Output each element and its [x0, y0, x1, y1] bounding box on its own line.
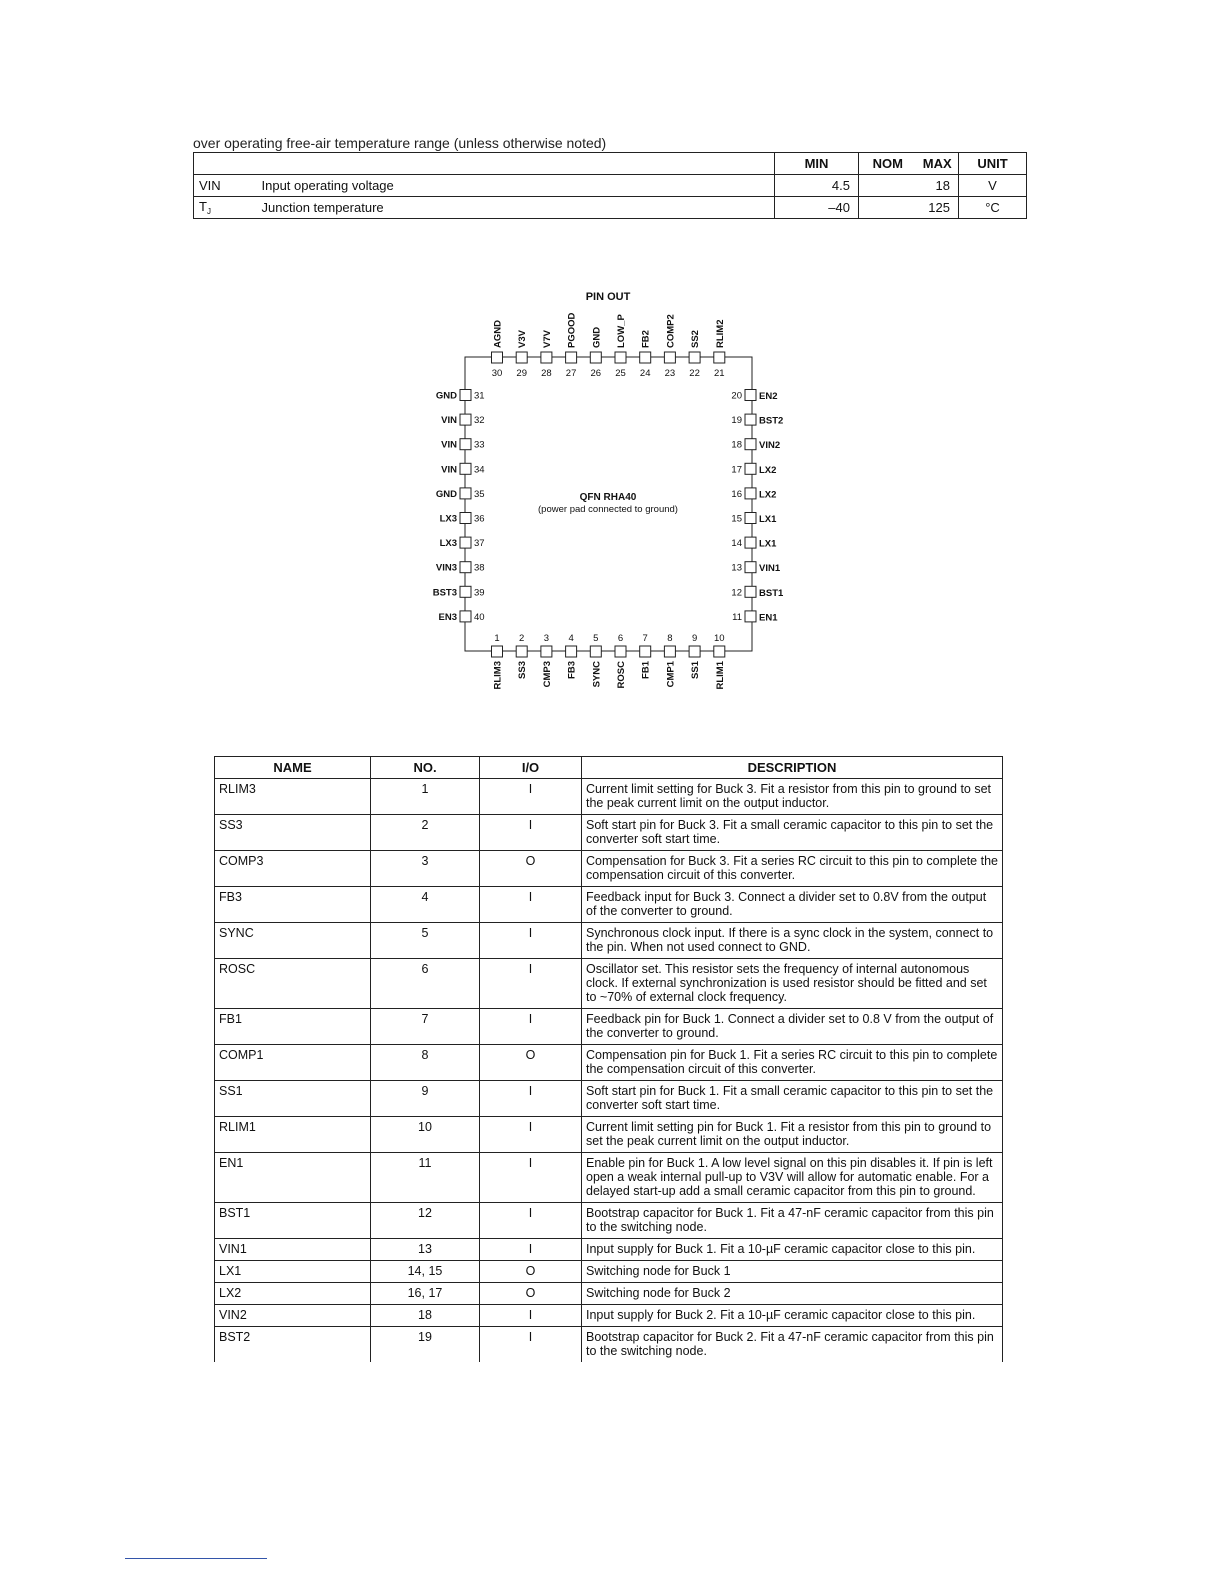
top-pin-group [492, 312, 726, 379]
pin-name-cell: LX2 [215, 1283, 371, 1305]
pin-description-cell: Soft start pin for Buck 1. Fit a small ceramic capacitor to this pin to set the converter soft start time. [582, 1081, 1003, 1117]
pin-number-cell: 3 [371, 851, 480, 887]
pin-description-cell: Current limit setting pin for Buck 1. Fit a resistor from this pin to ground to set the peak current limit on the output inductor. [582, 1117, 1003, 1153]
package-name: QFN RHA40 [579, 492, 637, 503]
pin-io-cell: O [480, 1045, 582, 1081]
pin-name-cell: SS3 [215, 815, 371, 851]
operating-conditions-caption: over operating free-air temperature range (unless otherwise noted) [193, 135, 607, 151]
pin-number-cell: 8 [371, 1045, 480, 1081]
pin-name-cell: BST1 [215, 1203, 371, 1239]
pin-pad [640, 352, 651, 363]
package-note: (power pad connected to ground) [538, 504, 678, 515]
pin-label: V7V [541, 330, 553, 348]
pin-io-cell: O [480, 1283, 582, 1305]
pin-table-row [215, 1327, 1003, 1363]
pin-table-row [215, 887, 1003, 923]
pin-table-header-row [215, 757, 1003, 779]
pin-pad [492, 646, 503, 657]
pin-label: GND [591, 326, 603, 348]
pin-label: EN3 [438, 611, 457, 623]
pin-label: GND [435, 488, 457, 500]
pin-name-cell: RLIM3 [215, 779, 371, 815]
pin-name-cell: BST2 [215, 1327, 371, 1363]
pin-label: CMP3 [541, 661, 553, 688]
row-min: –40 [775, 197, 859, 219]
pin-pad [745, 611, 756, 622]
pin-name-cell: RLIM1 [215, 1117, 371, 1153]
pin-table-row [215, 1283, 1003, 1305]
right-pin-group [731, 390, 784, 624]
pin-number: 30 [491, 368, 503, 379]
row-max: 18 [917, 175, 959, 197]
pin-pad [492, 352, 503, 363]
pin-table-row [215, 815, 1003, 851]
row-unit: °C [959, 197, 1027, 219]
pin-label: VIN1 [759, 563, 781, 575]
pin-pad [745, 537, 756, 548]
row-symbol: $T_J$ [194, 197, 257, 219]
pin-number: 7 [642, 633, 648, 644]
pin-functions-table [214, 756, 1003, 1362]
pin-number: 25 [615, 368, 626, 379]
pin-description-cell: Compensation pin for Buck 1. Fit a series RC circuit to this pin to complete the compensation circuit of this converter. [582, 1045, 1003, 1081]
pin-number-cell: 9 [371, 1081, 480, 1117]
pin-label: BST1 [759, 587, 784, 599]
pin-label: LX3 [439, 538, 457, 550]
pin-pad [516, 646, 527, 657]
pin-number-cell: 5 [371, 923, 480, 959]
pin-number: 31 [474, 390, 485, 402]
pin-pad [460, 513, 471, 524]
pin-description-cell: Current limit setting for Buck 3. Fit a resistor from this pin to ground to set the peak current limit on the output inductor. [582, 779, 1003, 815]
pin-label: CMP1 [665, 661, 677, 688]
pin-description-cell: Synchronous clock input. If there is a sync clock in the system, connect to the pin. When not used connect to GND. [582, 923, 1003, 959]
pin-label: LX2 [759, 464, 777, 476]
pin-table-row [215, 959, 1003, 1009]
pin-number: 38 [474, 562, 485, 574]
pin-number-cell: 1 [371, 779, 480, 815]
pin-pad [460, 611, 471, 622]
pin-table-row [215, 923, 1003, 959]
pin-pad [566, 352, 577, 363]
pin-label: EN1 [759, 612, 778, 624]
pin-label: LX2 [759, 489, 777, 501]
pin-label: VIN [441, 415, 457, 427]
pin-pad [460, 488, 471, 499]
pin-name-cell: FB1 [215, 1009, 371, 1045]
pin-number: 22 [689, 368, 700, 379]
pin-name-cell: COMP1 [215, 1045, 371, 1081]
pin-pad [460, 537, 471, 548]
pin-number: 37 [474, 538, 485, 550]
pin-name-cell: FB3 [215, 887, 371, 923]
pin-name-cell: SYNC [215, 923, 371, 959]
pin-table-row [215, 779, 1003, 815]
pin-label: FB3 [566, 661, 578, 679]
pin-name-cell: VIN1 [215, 1239, 371, 1261]
pin-pad [566, 646, 577, 657]
pin-number: 21 [714, 368, 725, 379]
pin-label: AGND [492, 320, 504, 348]
pin-number-cell: 11 [371, 1153, 480, 1203]
pin-pad [714, 352, 725, 363]
pin-io-cell: I [480, 1009, 582, 1045]
pin-label: VIN [441, 464, 457, 476]
pin-label: SYNC [591, 661, 603, 688]
pin-io-cell: I [480, 1327, 582, 1363]
pin-io-cell: I [480, 1117, 582, 1153]
pin-label: COMP2 [665, 314, 677, 348]
pin-pad [689, 352, 700, 363]
pin-label: RLIM3 [492, 661, 504, 690]
pin-number: 32 [474, 415, 485, 427]
pin-description-cell: Enable pin for Buck 1. A low level signal on this pin disables it. If pin is left open a weak internal pull-up to V3V will allow for automatic enable. For a delayed start-up add a small ceramic capacitor from this pin to ground. [582, 1153, 1003, 1203]
pin-pad [615, 352, 626, 363]
pin-label: SS2 [690, 330, 702, 348]
pin-pad [745, 586, 756, 597]
pin-pad [640, 646, 651, 657]
pin-pad [664, 352, 675, 363]
pin-label: LX1 [759, 514, 777, 525]
pin-label: LX1 [759, 538, 777, 550]
pin-pad [460, 463, 471, 474]
pin-label: LX3 [439, 513, 457, 525]
pin-description-cell: Switching node for Buck 2 [582, 1283, 1003, 1305]
pin-number: 36 [474, 513, 485, 525]
pin-label: V3V [517, 330, 529, 348]
pin-number: 6 [617, 633, 624, 644]
pin-pad [541, 646, 552, 657]
pin-table-row [215, 1045, 1003, 1081]
pin-number: 26 [590, 368, 602, 379]
pin-io-cell: O [480, 851, 582, 887]
header-unit: UNIT [959, 153, 1027, 175]
pin-pad [745, 488, 756, 499]
pin-number: 10 [714, 633, 725, 644]
pin-label: VIN2 [759, 440, 781, 452]
pin-io-cell: I [480, 779, 582, 815]
pin-description-cell: Bootstrap capacitor for Buck 2. Fit a 47-nF ceramic capacitor from this pin to the switching node. [582, 1327, 1003, 1363]
pin-pad [615, 646, 626, 657]
pinout-diagram [0, 0, 1224, 740]
pin-description-cell: Input supply for Buck 2. Fit a 10-µF ceramic capacitor close to this pin. [582, 1305, 1003, 1327]
pin-description-cell: Soft start pin for Buck 3. Fit a small ceramic capacitor to this pin to set the converter soft start time. [582, 815, 1003, 851]
row-max: 125 [917, 197, 959, 219]
pin-number: 23 [664, 368, 676, 379]
pin-label: RLIM2 [714, 319, 726, 348]
row-parameter: Junction temperature [257, 197, 775, 219]
pin-label: FB2 [640, 330, 652, 348]
pin-pad [664, 646, 675, 657]
bottom-pin-group [492, 633, 726, 690]
pin-name-cell: COMP3 [215, 851, 371, 887]
pin-number: 17 [731, 464, 742, 476]
pin-pad [745, 463, 756, 474]
pin-table-row [215, 1203, 1003, 1239]
left-pin-group [433, 390, 485, 623]
pin-pad [745, 513, 756, 524]
pin-name-cell: VIN2 [215, 1305, 371, 1327]
pin-description-cell: Oscillator set. This resistor sets the frequency of internal autonomous clock. If external synchronization is used resistor should be fitted and set to ~70% of external clock frequency. [582, 959, 1003, 1009]
pin-number: 39 [474, 587, 485, 599]
pin-label: BST3 [432, 587, 457, 599]
pin-label: ROSC [616, 661, 627, 689]
pin-description-cell: Switching node for Buck 1 [582, 1261, 1003, 1283]
header-io: I/O [480, 757, 582, 779]
pin-pad [541, 352, 552, 363]
pin-table-row [215, 1305, 1003, 1327]
pin-number: 5 [593, 633, 599, 644]
pin-pad [460, 439, 471, 450]
header-min: MIN [775, 153, 859, 175]
pin-number: 12 [731, 587, 742, 599]
pin-pad [745, 439, 756, 450]
pin-pad [460, 562, 471, 573]
header-nom: NOM [859, 153, 917, 175]
pinout-title: PIN OUT [585, 291, 631, 303]
row-symbol: VIN [194, 175, 257, 197]
pin-number: 2 [519, 633, 525, 644]
pin-table-row [215, 851, 1003, 887]
pin-name-cell: ROSC [215, 959, 371, 1009]
pin-label: EN2 [759, 391, 778, 402]
row-parameter: Input operating voltage [257, 175, 775, 197]
pin-pad [689, 646, 700, 657]
pin-pad [460, 390, 471, 401]
pin-io-cell: I [480, 1081, 582, 1117]
pin-number-cell: 13 [371, 1239, 480, 1261]
pin-number: 28 [541, 368, 552, 379]
row-min: 4.5 [775, 175, 859, 197]
pin-number: 16 [731, 488, 742, 500]
pin-label: RLIM1 [714, 661, 726, 690]
pin-number: 8 [667, 633, 673, 644]
pin-pad [590, 646, 601, 657]
pin-number: 40 [474, 611, 485, 623]
pin-number: 4 [568, 633, 574, 644]
pin-number-cell: 10 [371, 1117, 480, 1153]
pin-label: FB1 [640, 661, 652, 679]
pin-number: 9 [691, 633, 698, 644]
pin-io-cell: I [480, 923, 582, 959]
pin-description-cell: Feedback pin for Buck 1. Connect a divider set to 0.8 V from the output of the converter to ground. [582, 1009, 1003, 1045]
pin-number-cell: 19 [371, 1327, 480, 1363]
pin-number: 34 [474, 464, 485, 476]
pin-io-cell: I [480, 1239, 582, 1261]
pin-number: 14 [731, 538, 742, 550]
pin-table-row [215, 1153, 1003, 1203]
pin-table-row [215, 1261, 1003, 1283]
footnote-rule [125, 1558, 267, 1559]
pin-number-cell: 18 [371, 1305, 480, 1327]
pin-number: 20 [731, 390, 742, 402]
pin-name-cell: LX1 [215, 1261, 371, 1283]
pin-pad [745, 390, 756, 401]
pin-io-cell: I [480, 1203, 582, 1239]
row-unit: V [959, 175, 1027, 197]
pin-number-cell: 4 [371, 887, 480, 923]
pin-label: BST2 [759, 415, 784, 427]
pin-table-row [215, 1239, 1003, 1261]
pin-io-cell: I [480, 959, 582, 1009]
pin-io-cell: I [480, 815, 582, 851]
pin-label: SS1 [690, 661, 702, 679]
pin-io-cell: I [480, 1153, 582, 1203]
pin-label: LOW_P [616, 314, 627, 348]
pin-label: PGOOD [566, 312, 578, 348]
pin-label: VIN [441, 439, 457, 451]
pin-table-row [215, 1117, 1003, 1153]
pin-number: 33 [474, 439, 485, 451]
header-description: DESCRIPTION [582, 757, 1003, 779]
pin-name-cell: SS1 [215, 1081, 371, 1117]
pin-pad [460, 414, 471, 425]
pin-pad [745, 414, 756, 425]
pin-label: SS3 [517, 661, 529, 679]
pin-number: 29 [516, 368, 527, 379]
pin-number: 1 [494, 633, 500, 644]
header-name: NAME [215, 757, 371, 779]
pin-pad [745, 562, 756, 573]
pin-number: 24 [639, 368, 651, 379]
pin-number-cell: 2 [371, 815, 480, 851]
pin-description-cell: Bootstrap capacitor for Buck 1. Fit a 47-nF ceramic capacitor from this pin to the switching node. [582, 1203, 1003, 1239]
pin-number: 15 [731, 513, 742, 525]
pin-number-cell: 14, 15 [371, 1261, 480, 1283]
header-no: NO. [371, 757, 480, 779]
pin-table-row [215, 1081, 1003, 1117]
pin-io-cell: I [480, 887, 582, 923]
pin-io-cell: O [480, 1261, 582, 1283]
pin-description-cell: Input supply for Buck 1. Fit a 10-µF ceramic capacitor close to this pin. [582, 1239, 1003, 1261]
pin-number-cell: 6 [371, 959, 480, 1009]
pin-pad [590, 352, 601, 363]
pin-number: 3 [543, 633, 550, 644]
pin-pad [460, 586, 471, 597]
pin-io-cell: I [480, 1305, 582, 1327]
pin-pad [516, 352, 527, 363]
pin-label: VIN3 [435, 562, 457, 574]
pin-table-row [215, 1009, 1003, 1045]
header-max: MAX [917, 153, 959, 175]
pin-pad [714, 646, 725, 657]
pin-number-cell: 16, 17 [371, 1283, 480, 1305]
pin-number: 35 [474, 488, 485, 500]
pin-number: 13 [731, 562, 742, 574]
pin-number-cell: 12 [371, 1203, 480, 1239]
pin-number: 27 [565, 368, 577, 379]
pin-number-cell: 7 [371, 1009, 480, 1045]
pin-number: 18 [731, 439, 742, 451]
pin-name-cell: EN1 [215, 1153, 371, 1203]
pin-number: 19 [731, 415, 742, 427]
pin-label: GND [435, 390, 457, 402]
pin-description-cell: Feedback input for Buck 3. Connect a divider set to 0.8V from the output of the converter to ground. [582, 887, 1003, 923]
pin-number: 11 [732, 611, 742, 623]
pin-description-cell: Compensation for Buck 3. Fit a series RC circuit to this pin to complete the compensation circuit of this converter. [582, 851, 1003, 887]
